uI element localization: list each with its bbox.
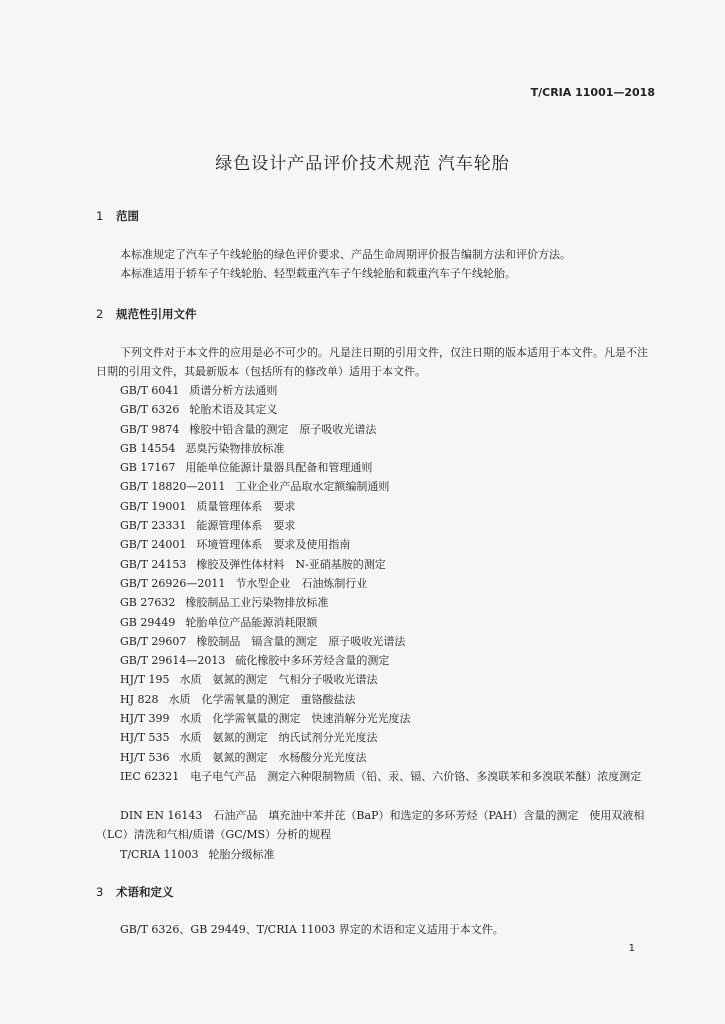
- section-title: 规范性引用文件: [116, 307, 197, 321]
- paragraph: 本标准规定了汽车子午线轮胎的绿色评价要求、产品生命周期评价报告编制方法和评价方法。: [120, 248, 571, 261]
- reference-item: GB/T 6041 质谱分析方法通则: [120, 384, 278, 397]
- reference-item-long: DIN EN 16143 石油产品 填充油中苯并芘（BaP）和选定的多环芳烃（PAH）含量的测定 使用双液相（LC）清洗和气相/质谱（GC/MS）分析的规程: [96, 809, 645, 841]
- reference-list: [120, 381, 660, 767]
- reference-item: HJ/T 399 水质 化学需氧量的测定 快速消解分光光度法: [120, 712, 411, 726]
- reference-item: HJ 828 水质 化学需氧量的测定 重铬酸盐法: [120, 692, 356, 706]
- section-number: 2: [96, 307, 104, 321]
- reference-item: T/CRIA 11003 轮胎分级标准: [120, 848, 275, 861]
- reference-item: GB/T 6326 轮胎术语及其定义: [120, 403, 278, 417]
- section-number: 1: [96, 209, 104, 223]
- reference-item: GB/T 26926—2011 节水型企业 石油炼制行业: [120, 576, 368, 590]
- section-1-heading: [96, 208, 139, 224]
- section-3-heading: [96, 884, 174, 900]
- reference-item: GB 27632 橡胶制品工业污染物排放标准: [120, 596, 329, 610]
- reference-item: GB/T 24001 环境管理体系 要求及使用指南: [120, 538, 351, 552]
- reference-item: GB/T 9874 橡胶中铅含量的测定 原子吸收光谱法: [120, 422, 377, 436]
- reference-item: GB 29449 轮胎单位产品能源消耗限额: [120, 615, 318, 629]
- reference-item: GB/T 29607 橡胶制品 镉含量的测定 原子吸收光谱法: [120, 634, 406, 648]
- reference-item: GB/T 24153 橡胶及弹性体材料 N-亚硝基胺的测定: [120, 557, 386, 571]
- document-title: 绿色设计产品评价技术规范 汽车轮胎: [215, 154, 510, 174]
- reference-item: HJ/T 536 水质 氨氮的测定 水杨酸分光光度法: [120, 750, 367, 764]
- reference-item: GB 14554 恶臭污染物排放标准: [120, 441, 285, 455]
- reference-item-long: IEC 62321 电子电气产品 测定六种限制物质（铅、汞、镉、六价铬、多溴联苯和多溴联苯醚）浓度测定: [120, 770, 642, 783]
- intro-paragraph: 下列文件对于本文件的应用是必不可少的。凡是注日期的引用文件，仅注日期的版本适用于本文件。凡是不注日期的引用文件，其最新版本（包括所有的修改单）适用于本文件。: [96, 346, 648, 378]
- section-number: 3: [96, 885, 104, 899]
- reference-item: GB/T 19001 质量管理体系 要求: [120, 499, 296, 513]
- standard-code: T/CRIA 11001—2018: [530, 86, 655, 99]
- reference-item: GB/T 23331 能源管理体系 要求: [120, 519, 296, 533]
- section-2-heading: [96, 306, 197, 322]
- section-title: 范围: [116, 209, 139, 223]
- paragraph: 本标准适用于轿车子午线轮胎、轻型载重汽车子午线轮胎和载重汽车子午线轮胎。: [120, 267, 516, 280]
- reference-item: HJ/T 535 水质 氨氮的测定 纳氏试剂分光光度法: [120, 731, 378, 745]
- page-number: 1: [628, 943, 635, 954]
- reference-item: GB/T 29614—2013 硫化橡胶中多环芳烃含量的测定: [120, 654, 390, 668]
- section-title: 术语和定义: [116, 885, 174, 899]
- reference-item: GB 17167 用能单位能源计量器具配备和管理通则: [120, 461, 373, 475]
- reference-item: GB/T 18820—2011 工业企业产品取水定额编制通则: [120, 480, 390, 494]
- reference-item: HJ/T 195 水质 氨氮的测定 气相分子吸收光谱法: [120, 673, 378, 687]
- paragraph: GB/T 6326、GB 29449、T/CRIA 11003 界定的术语和定义适用于本文件。: [120, 923, 504, 936]
